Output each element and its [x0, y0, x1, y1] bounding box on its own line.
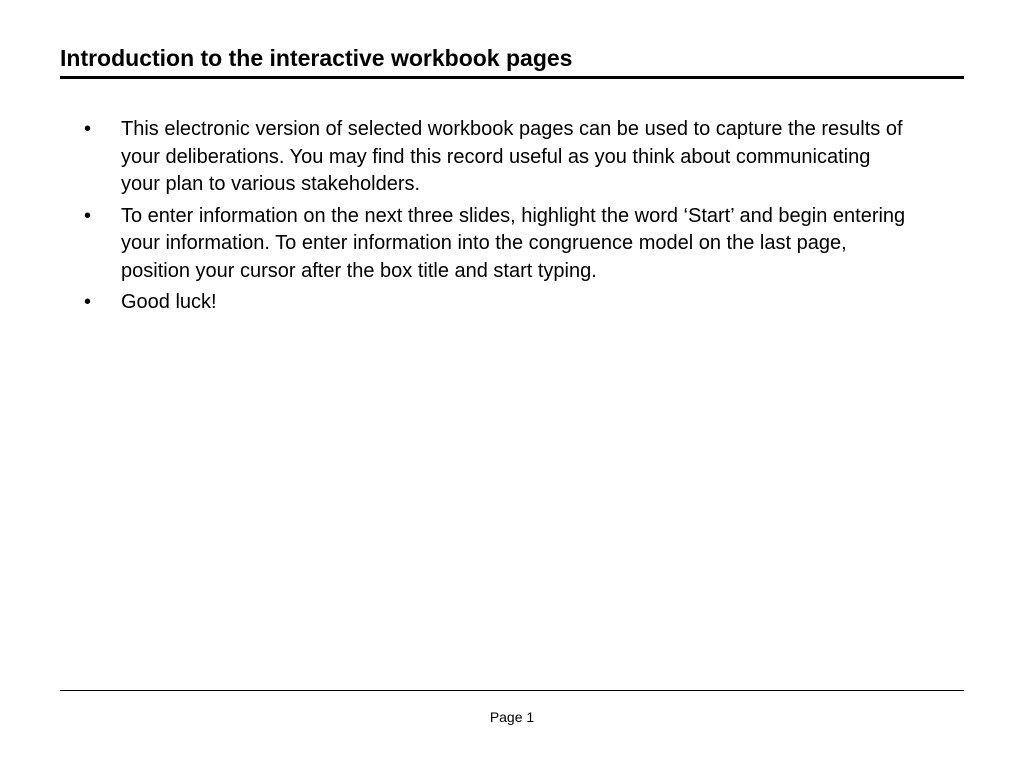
bullet-marker: • [84, 118, 92, 140]
bullet-text: This electronic version of selected workbook pages can be used to capture the results of your deliberations. You may find this record useful as you think about communicating your plan to various stakeholders. [121, 118, 903, 195]
page-number: Page 1 [489, 709, 535, 725]
slide-title: Introduction to the interactive workbook pages [60, 45, 573, 71]
bullet-text: Good luck! [121, 291, 217, 313]
bullet-item [0, 203, 911, 286]
bullet-marker: • [84, 291, 92, 313]
title-underline [60, 76, 964, 79]
bullet-marker: • [84, 204, 92, 227]
bullet-list [0, 116, 1024, 321]
bullet-item [0, 116, 911, 199]
bullet-text: To enter information on the next three slides, highlight the word ‘Start’ and begin entering your information. To enter information into the congruence model on the last page, position your cursor after the box title and start typing. [121, 204, 906, 282]
bullet-item [0, 289, 911, 317]
footer-divider [60, 690, 964, 691]
